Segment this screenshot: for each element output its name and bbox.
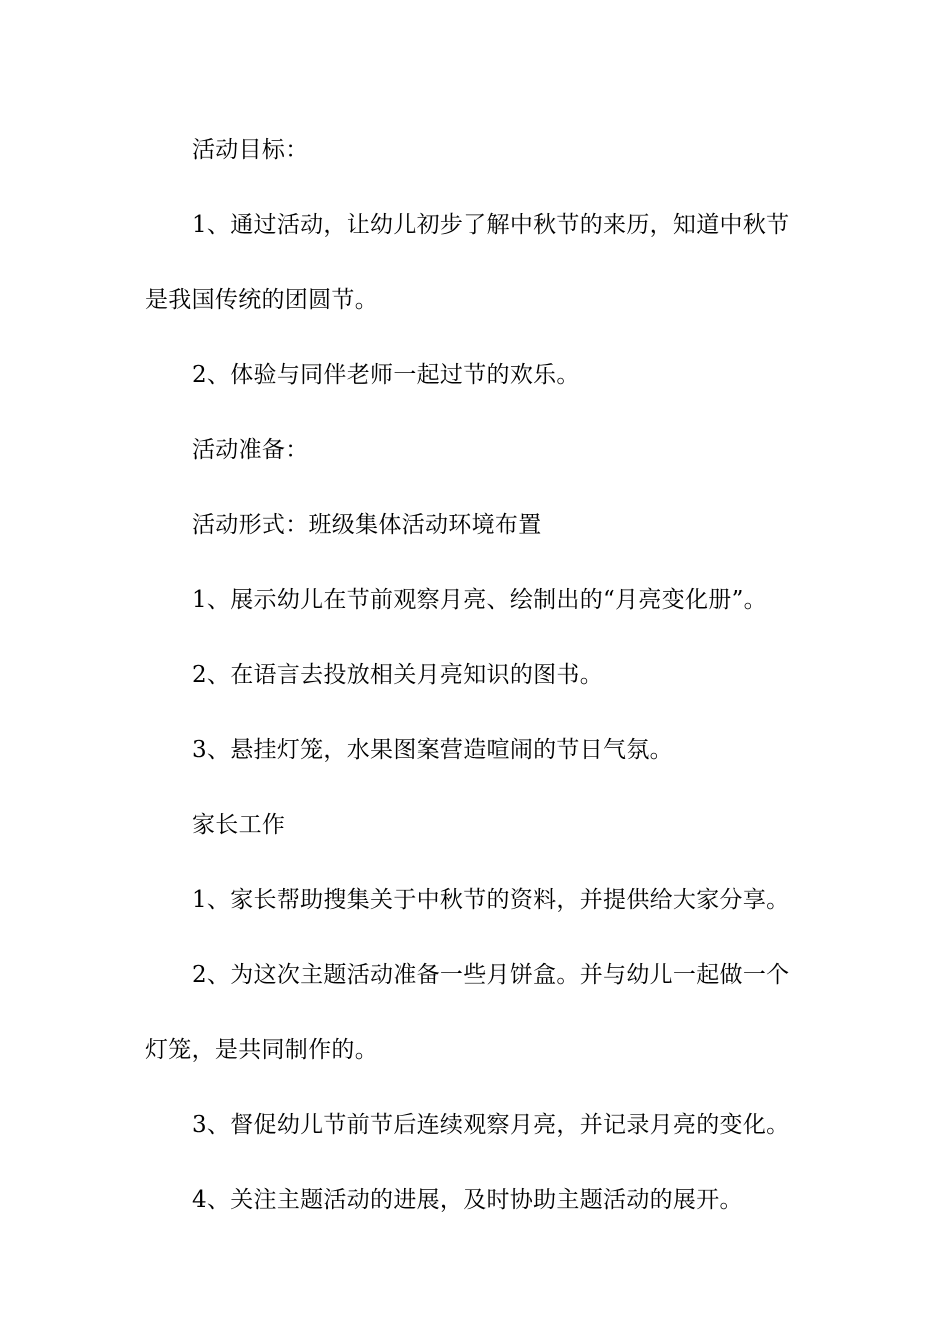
activity-form: 活动形式：班级集体活动环境布置 [192, 512, 542, 538]
heading-activity-preparation: 活动准备： [192, 437, 309, 463]
parent-work-item-4: 4、关注主题活动的进展，及时协助主题活动的展开。 [192, 1187, 743, 1213]
document-body [145, 113, 807, 1238]
heading-parent-work: 家长工作 [192, 812, 286, 838]
heading-activity-goals: 活动目标： [192, 137, 309, 163]
parent-work-item-1: 1、家长帮助搜集关于中秋节的资料，并提供给大家分享。 [192, 887, 790, 913]
goal-item-1: 1、通过活动，让幼儿初步了解中秋节的来历，知道中秋节 [192, 212, 790, 238]
preparation-item-3: 3、悬挂灯笼，水果图案营造喧闹的节日气氛。 [192, 737, 673, 763]
goal-item-1-continued: 是我国传统的团圆节。 [145, 287, 378, 313]
preparation-item-2: 2、在语言去投放相关月亮知识的图书。 [192, 662, 604, 688]
parent-work-item-2: 2、为这次主题活动准备一些月饼盒。并与幼儿一起做一个 [192, 962, 790, 988]
goal-item-2: 2、体验与同伴老师一起过节的欢乐。 [192, 362, 580, 388]
preparation-item-1: 1、展示幼儿在节前观察月亮、绘制出的“月亮变化册”。 [192, 587, 767, 613]
parent-work-item-2-continued: 灯笼，是共同制作的。 [145, 1037, 378, 1063]
parent-work-item-3: 3、督促幼儿节前节后连续观察月亮，并记录月亮的变化。 [192, 1112, 790, 1138]
